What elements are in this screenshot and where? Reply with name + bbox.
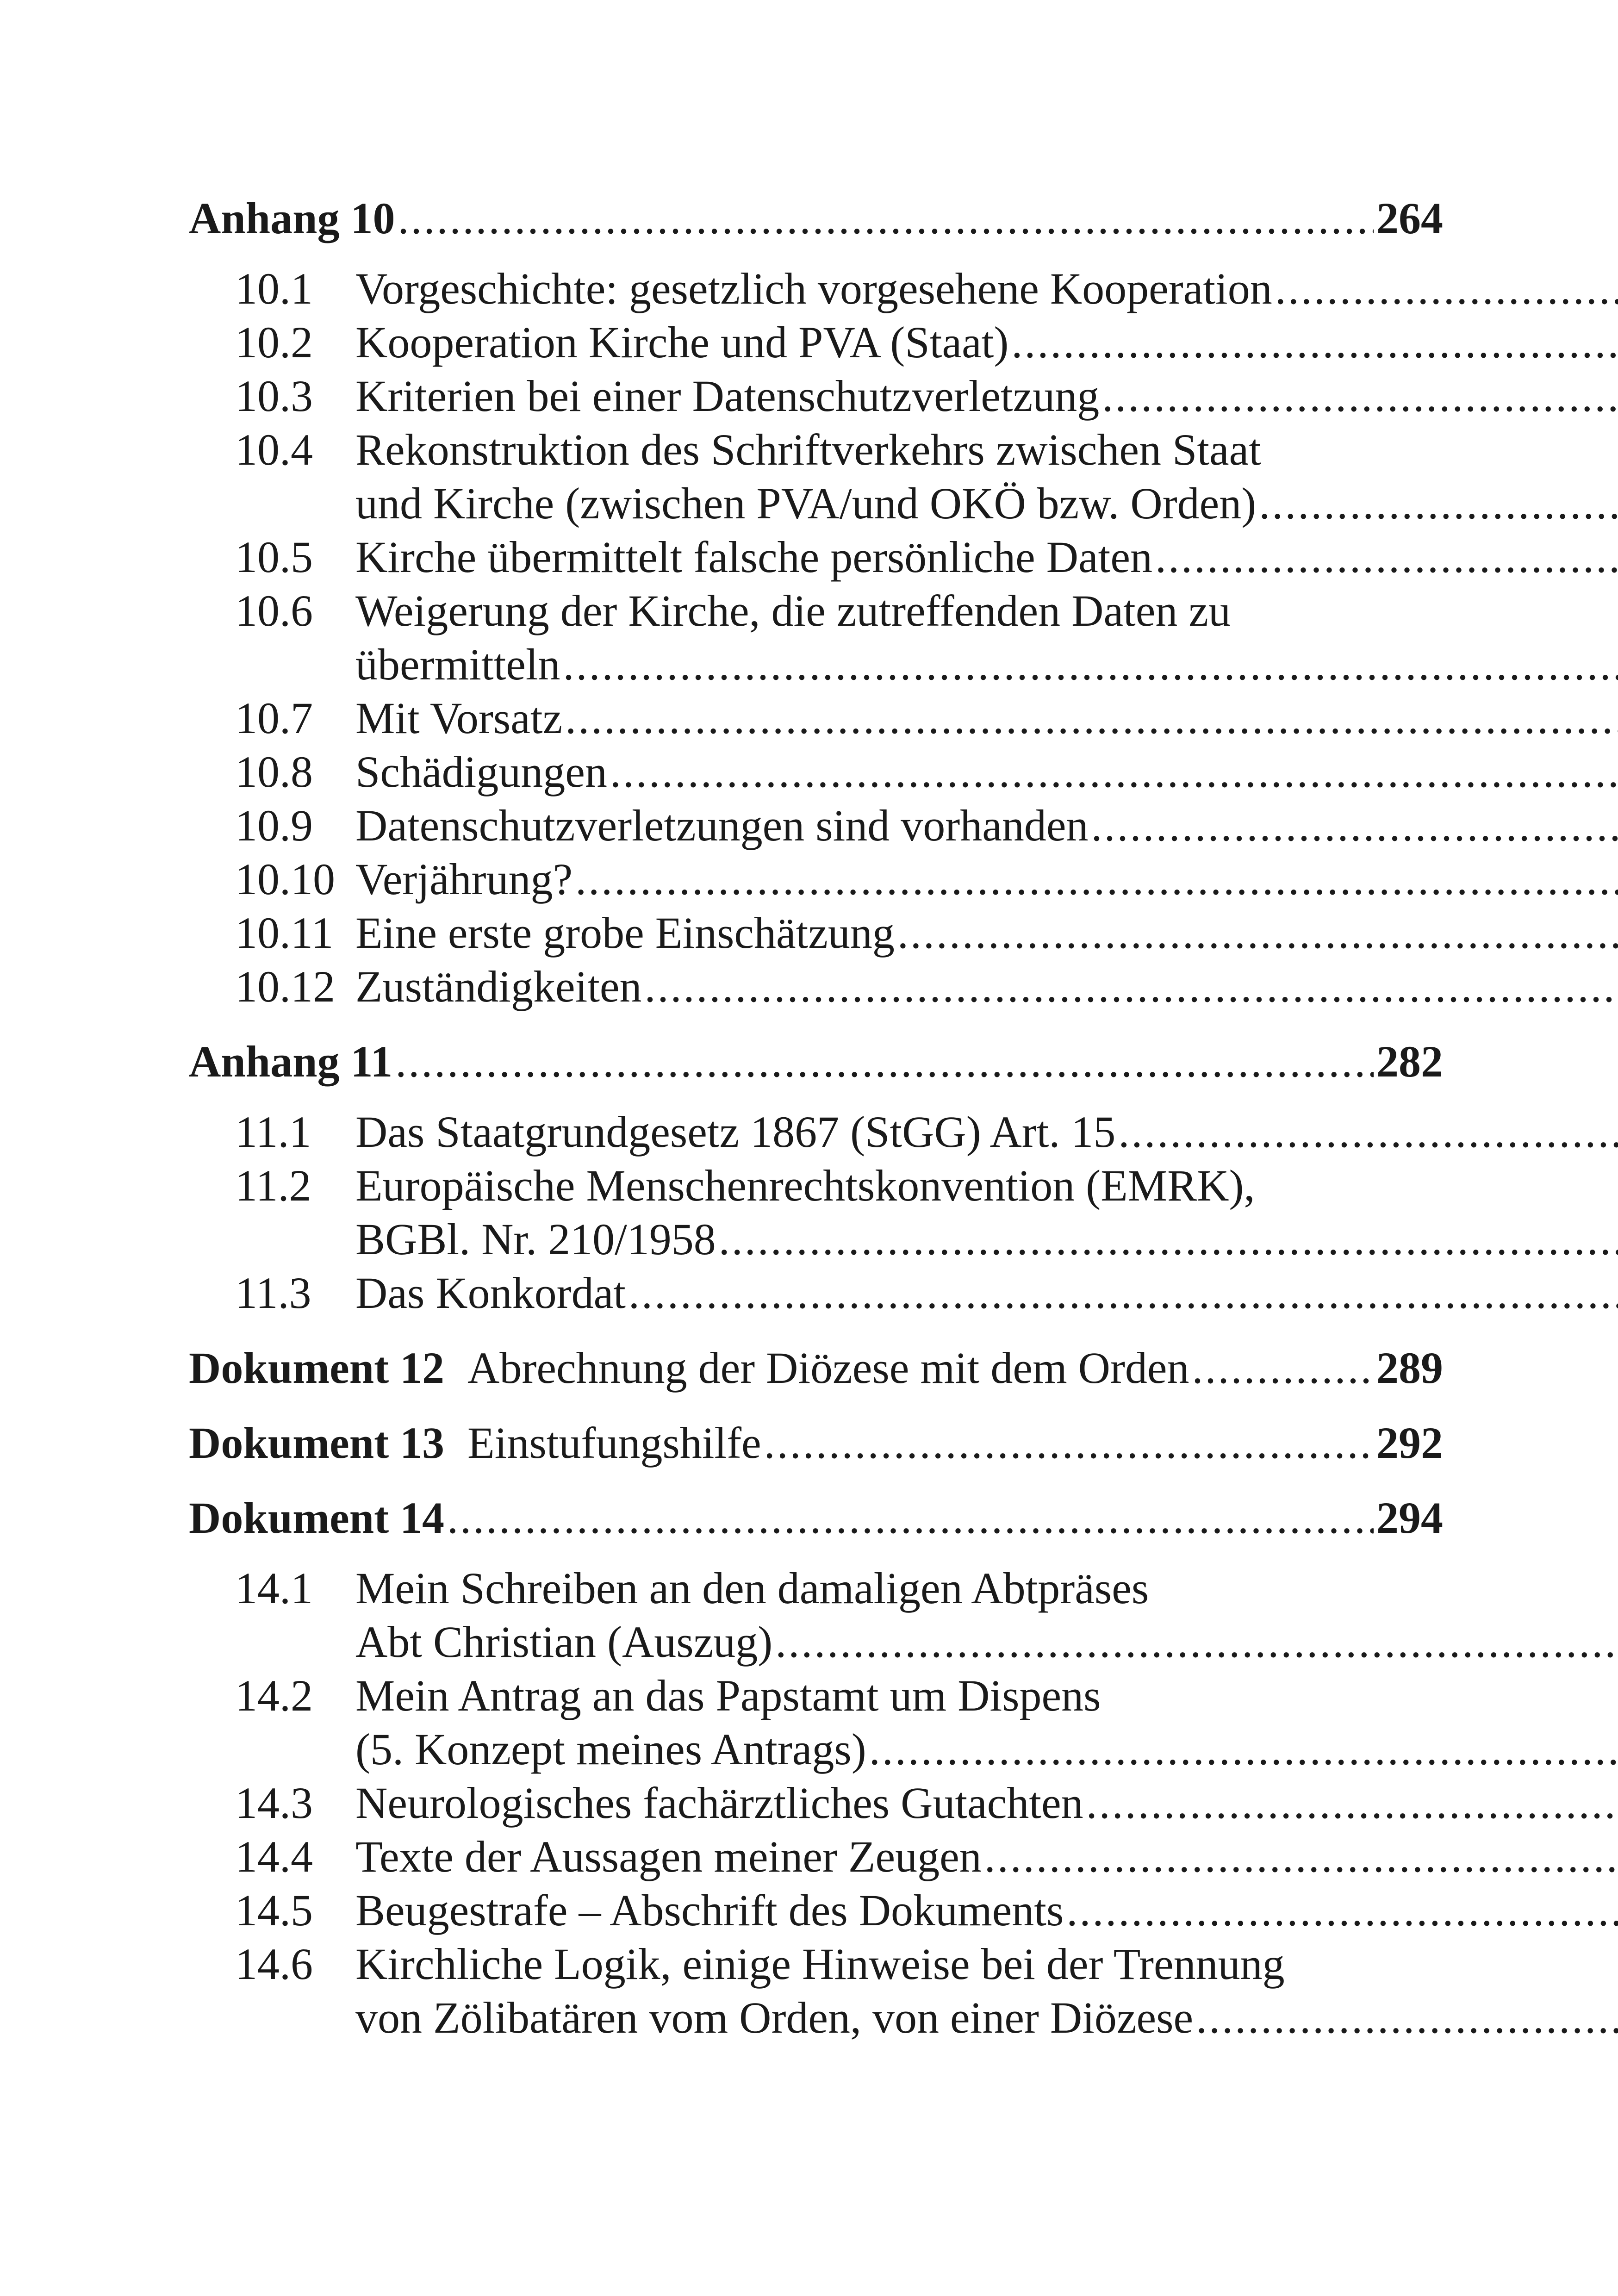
entry-number: 11.2: [235, 1161, 311, 1210]
entry-line: [355, 530, 1618, 584]
dot-leader: [1011, 316, 1618, 369]
dot-leader: [1155, 530, 1618, 584]
dot-leader: [1066, 1884, 1618, 1937]
entry-line: [355, 1776, 1618, 1830]
entry-body: [355, 906, 1618, 960]
entry-title: Weigerung der Kirche, die zutreffenden Daten zu: [355, 586, 1231, 635]
entry-number: 10.6: [235, 586, 313, 635]
toc-section-heading: [189, 1413, 1443, 1470]
entry-title: Europäische Menschenrechtskonvention (EMRK),: [355, 1161, 1255, 1210]
entry-body: [355, 584, 1618, 691]
dot-leader: [563, 638, 1618, 691]
section-label: Anhang 10: [189, 193, 395, 243]
toc-section-heading: [189, 189, 1443, 245]
toc-entry: [189, 584, 1443, 691]
entry-line: [355, 1213, 1618, 1266]
entry-number: 10.7: [235, 693, 313, 743]
entry-line: [355, 638, 1618, 691]
entry-body: [355, 1105, 1618, 1159]
entry-number: 14.5: [235, 1885, 313, 1935]
entry-title: Zuständigkeiten: [355, 962, 642, 1011]
entry-title: Abt Christian (Auszug): [355, 1617, 773, 1667]
entry-body: [355, 852, 1618, 906]
entry-title: Verjährung?: [355, 854, 573, 904]
entry-number: 11.3: [235, 1268, 311, 1318]
entry-number: 10.9: [235, 801, 313, 850]
entry-line: [355, 584, 1618, 638]
entry-body: [355, 530, 1618, 584]
entry-line: [355, 906, 1618, 960]
toc-entry: [189, 1266, 1443, 1320]
entry-number: 10.12: [235, 962, 335, 1011]
toc-entry: [189, 530, 1443, 584]
section-label: Dokument 13: [189, 1418, 445, 1468]
entry-number: 10.2: [235, 317, 313, 367]
entry-title: Das Konkordat: [355, 1268, 626, 1318]
toc-entry: [189, 1562, 1443, 1669]
toc-entry: [189, 1669, 1443, 1776]
toc-entry: [189, 745, 1443, 799]
toc-entry: [189, 1159, 1443, 1266]
entry-number: 14.6: [235, 1939, 313, 1989]
entry-title: Kooperation Kirche und PVA (Staat): [355, 317, 1009, 367]
entry-number: 10.1: [235, 264, 313, 313]
toc-entry: [189, 852, 1443, 906]
toc-entry: [189, 369, 1443, 423]
toc-section-heading: [189, 1338, 1443, 1395]
entry-title: übermitteln: [355, 640, 560, 689]
section-page-number: 289: [1376, 1343, 1443, 1393]
entry-title: Rekonstruktion des Schriftverkehrs zwischen Staat: [355, 425, 1261, 474]
entry-number: 10.5: [235, 532, 313, 582]
entry-title: und Kirche (zwischen PVA/und OKÖ bzw. Orden): [355, 479, 1257, 528]
entry-line: [355, 262, 1618, 316]
toc-entry: [189, 1830, 1443, 1884]
entry-title: Texte der Aussagen meiner Zeugen: [355, 1832, 982, 1881]
toc-entry: [189, 316, 1443, 369]
entry-title: Eine erste grobe Einschätzung: [355, 908, 895, 958]
entry-body: [355, 1830, 1618, 1884]
entry-title: BGBl. Nr. 210/1958: [355, 1214, 716, 1264]
entry-body: [355, 262, 1618, 316]
entry-body: [355, 745, 1618, 799]
entry-line: [355, 477, 1618, 530]
dot-leader: [395, 1035, 1374, 1089]
toc-entry: [189, 1776, 1443, 1830]
entry-line: [355, 316, 1618, 369]
entry-title: Beugestrafe – Abschrift des Dokuments: [355, 1885, 1064, 1935]
entry-title: Das Staatgrundgesetz 1867 (StGG) Art. 15: [355, 1107, 1116, 1157]
table-of-contents: [189, 189, 1443, 2045]
entry-title: Kriterien bei einer Datenschutzverletzung: [355, 371, 1100, 421]
section-label: Dokument 14: [189, 1493, 445, 1543]
section-page-number: 294: [1376, 1493, 1443, 1543]
entry-title: Kirche übermittelt falsche persönliche Daten: [355, 532, 1152, 582]
entry-title: Mein Schreiben an den damaligen Abtpräses: [355, 1563, 1149, 1613]
dot-leader: [775, 1615, 1618, 1669]
toc-entry: [189, 1105, 1443, 1159]
entry-body: [355, 1776, 1618, 1830]
dot-leader: [1275, 262, 1618, 316]
entry-line: [355, 1266, 1618, 1320]
entry-title: Mein Antrag an das Papstamt um Dispens: [355, 1671, 1101, 1720]
section-page-number: 264: [1376, 193, 1443, 243]
dot-leader: [575, 852, 1618, 906]
entry-body: [355, 691, 1618, 745]
entry-line: [355, 1562, 1618, 1615]
entry-line: [355, 1830, 1618, 1884]
dot-leader: [719, 1213, 1618, 1266]
section-page-number: 292: [1376, 1418, 1443, 1468]
section-page-number: 282: [1376, 1037, 1443, 1086]
section-title: Abrechnung der Diözese mit dem Orden: [467, 1343, 1189, 1393]
dot-leader: [1259, 477, 1618, 530]
entry-title: Kirchliche Logik, einige Hinweise bei der Trennung: [355, 1939, 1285, 1989]
toc-section-heading: [189, 1032, 1443, 1089]
entry-body: [355, 1884, 1618, 1937]
dot-leader: [897, 906, 1618, 960]
dot-leader: [984, 1830, 1618, 1884]
entry-line: [355, 799, 1618, 852]
entry-line: [355, 1615, 1618, 1669]
entry-body: [355, 1669, 1618, 1776]
entry-line: [355, 1669, 1618, 1723]
entry-number: 10.11: [235, 908, 334, 958]
entry-number: 11.1: [235, 1107, 311, 1157]
dot-leader: [1118, 1105, 1618, 1159]
dot-leader: [565, 691, 1618, 745]
entry-line: [355, 960, 1618, 1014]
entry-body: [355, 1266, 1618, 1320]
entry-number: 10.4: [235, 425, 313, 474]
entry-line: [355, 1723, 1618, 1776]
toc-entry: [189, 691, 1443, 745]
entry-number: 10.10: [235, 854, 335, 904]
entry-number: 14.2: [235, 1671, 313, 1720]
entry-line: [355, 369, 1618, 423]
section-label: Dokument 12: [189, 1343, 445, 1393]
dot-leader: [764, 1416, 1374, 1470]
toc-entry: [189, 1937, 1443, 2045]
entry-body: [355, 1937, 1618, 2045]
dot-leader: [645, 960, 1618, 1014]
toc-entry: [189, 960, 1443, 1014]
dot-leader: [1192, 1341, 1374, 1395]
toc-entry: [189, 262, 1443, 316]
entry-number: 10.3: [235, 371, 313, 421]
dot-leader: [610, 745, 1618, 799]
entry-number: 14.1: [235, 1563, 313, 1613]
entry-title: Neurologisches fachärztliches Gutachten: [355, 1778, 1083, 1828]
entry-body: [355, 960, 1618, 1014]
toc-entry: [189, 906, 1443, 960]
entry-title: Mit Vorsatz: [355, 693, 563, 743]
entry-number: 14.4: [235, 1832, 313, 1881]
entry-title: Schädigungen: [355, 747, 607, 796]
dot-leader: [1091, 799, 1618, 852]
toc-entry: [189, 423, 1443, 530]
entry-line: [355, 1159, 1618, 1213]
section-label: Anhang 11: [189, 1037, 393, 1086]
entry-line: [355, 691, 1618, 745]
dot-leader: [629, 1266, 1618, 1320]
entry-body: [355, 316, 1618, 369]
entry-line: [355, 1105, 1618, 1159]
entry-line: [355, 1884, 1618, 1937]
entry-body: [355, 1562, 1618, 1669]
toc-entry: [189, 799, 1443, 852]
dot-leader: [1196, 1991, 1618, 2045]
entry-title: von Zölibatären vom Orden, von einer Diözese: [355, 1993, 1194, 2042]
entry-body: [355, 1159, 1618, 1266]
toc-section-heading: [189, 1488, 1443, 1545]
entry-line: [355, 852, 1618, 906]
entry-line: [355, 1991, 1618, 2045]
entry-number: 14.3: [235, 1778, 313, 1828]
dot-leader: [1086, 1776, 1618, 1830]
entry-body: [355, 423, 1618, 530]
dot-leader: [1102, 369, 1618, 423]
dot-leader: [447, 1491, 1374, 1545]
toc-entry: [189, 1884, 1443, 1937]
entry-line: [355, 1937, 1618, 1991]
entry-number: 10.8: [235, 747, 313, 796]
entry-body: [355, 799, 1618, 852]
entry-title: Vorgeschichte: gesetzlich vorgesehene Kooperation: [355, 264, 1272, 313]
dot-leader: [869, 1723, 1618, 1776]
entry-body: [355, 369, 1618, 423]
entry-line: [355, 423, 1618, 477]
entry-title: Datenschutzverletzungen sind vorhanden: [355, 801, 1089, 850]
entry-line: [355, 745, 1618, 799]
entry-title: (5. Konzept meines Antrags): [355, 1724, 866, 1774]
section-title: Einstufungshilfe: [467, 1418, 761, 1468]
dot-leader: [398, 192, 1374, 245]
